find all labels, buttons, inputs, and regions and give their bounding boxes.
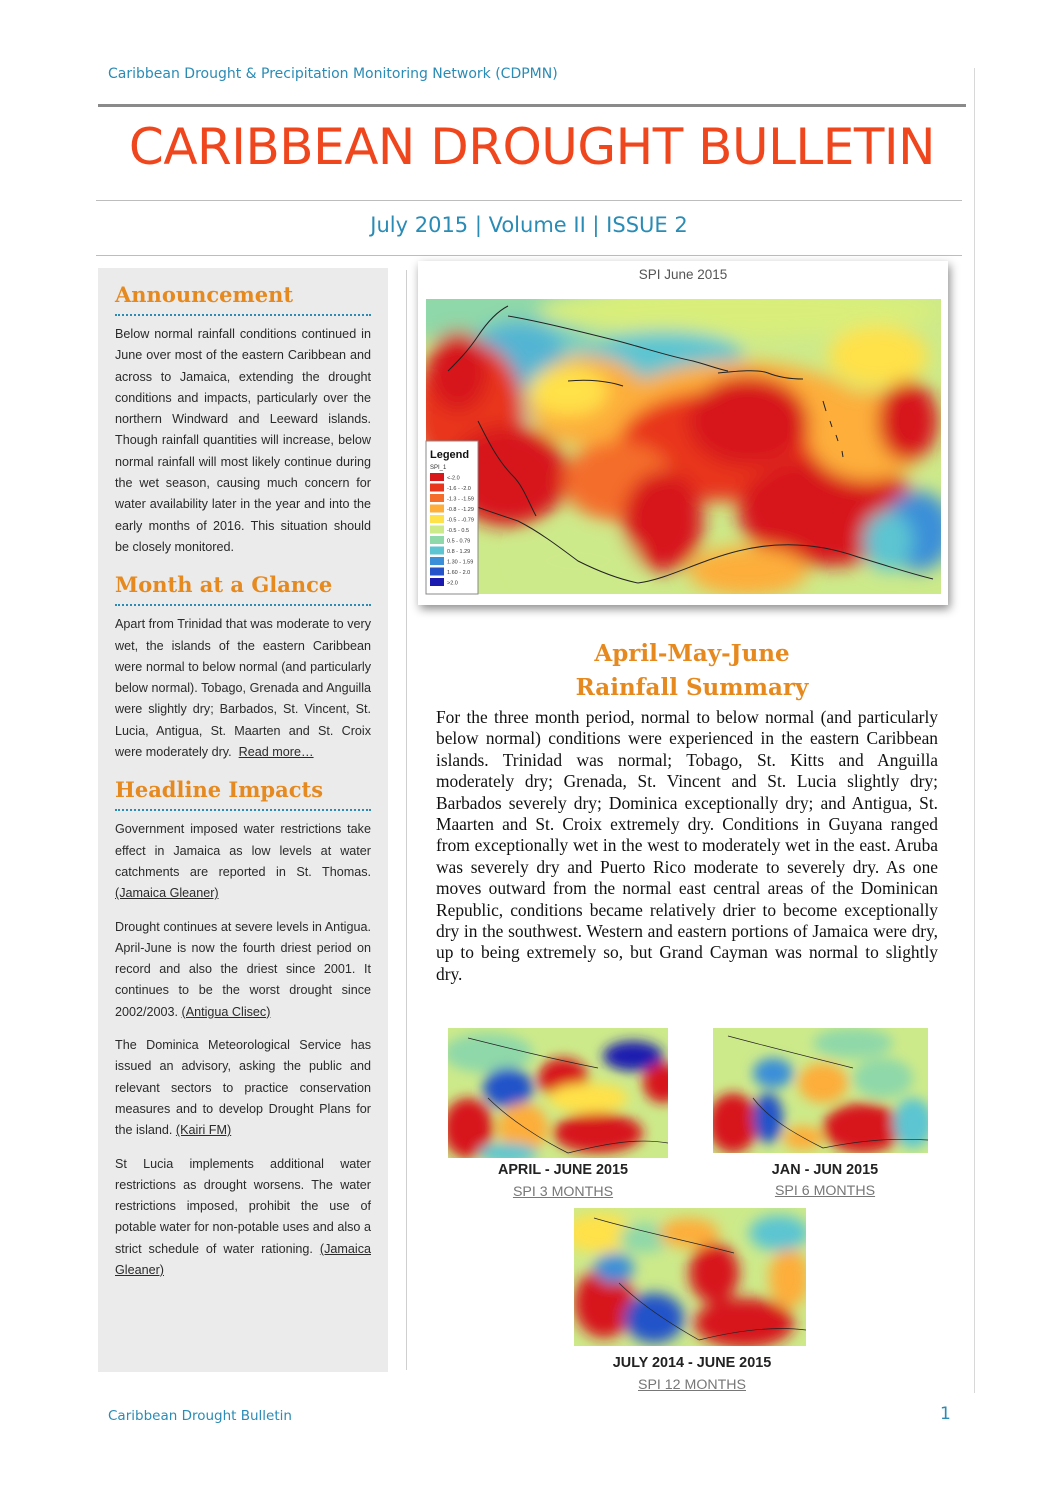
impact-source-link[interactable]: (Jamaica Gleaner) xyxy=(115,886,219,901)
legend-label: -1.6 - -2.0 xyxy=(447,486,471,492)
map-graphic xyxy=(418,261,948,605)
summary-title-line2: Rainfall Summary xyxy=(575,674,809,701)
legend-label: >2.0 xyxy=(447,580,458,587)
legend-swatch xyxy=(430,526,444,534)
thumbnail-caption: JULY 2014 - JUNE 2015 xyxy=(612,1355,772,1371)
thumbnail-link[interactable]: SPI 12 MONTHS xyxy=(637,1377,746,1393)
legend-label: -0.5 - -0.79 xyxy=(447,517,474,524)
column-divider xyxy=(406,270,407,1370)
announcement-heading: Announcement xyxy=(115,282,294,307)
legend-label: -0.8 - -1.29 xyxy=(447,507,474,513)
legend-label: 1.60 - 2.0 xyxy=(447,570,471,576)
spi-3-month-map xyxy=(448,1028,668,1158)
legend-label: -1.3 - -1.59 xyxy=(447,496,474,503)
impact-item xyxy=(115,917,371,1023)
header-rule xyxy=(98,104,966,107)
summary-title xyxy=(436,637,948,705)
legend-label: 1.30 - 1.59 xyxy=(447,559,474,566)
issue-rule xyxy=(96,255,962,256)
legend-field: SPI_1 xyxy=(430,465,447,471)
legend-swatch xyxy=(430,578,444,586)
announcement-text: Below normal rainfall conditions continued in June over most of the eastern Caribbean and across to Jamaica, extending the drought conditions and impacts, particularly over the northern Windward and Leeward islands. Though rainfall quantities will increase, below normal rainfall will most likely continue during the wet season, causing much concern for water availability later in the year and into the early months of 2016. This situation should be closely monitored. xyxy=(115,327,371,554)
legend-swatch xyxy=(430,484,444,492)
spi-6-month-map-graphic xyxy=(713,1028,928,1153)
map-legend xyxy=(426,441,478,594)
map-title: SPI June 2015 xyxy=(638,267,728,282)
summary-body: For the three month period, normal to below normal (and particularly below normal) conditions were experienced in the eastern Caribbean islands. Trinidad was normal; Tobago, St. Kitts and Anguilla moderately dry; Grenada, St. Vincent and St. Lucia slightly dry; Barbados severely dry; Dominica exceptionally dry; and Antigua, St. Maarten and St. Croix extremely dry. Conditions in Guyana ranged from exceptionally wet in the west to moderately wet in the east. Aruba was severely dry and Puerto Rico moderate to severely dry. As one moves outward from the normal east central areas of the Dominican Republic, conditions became relatively drier to become exceptionally dry in the southwest. Western and eastern portions of Jamaica were dry, up to being extremely so, but Grand Cayman was normal to slightly dry. xyxy=(436,707,938,984)
spi-12-month-map-graphic xyxy=(574,1208,806,1346)
month-glance-body: Apart from Trinidad that was moderate to very wet, the islands of the eastern Caribbean were normal to below normal (and particularly below normal). Tobago, Grenada and Anguilla were slightly dry; Barbados, St. Vincent, St. Lucia, Antigua, St. Maarten and St. Croix were moderately dry. xyxy=(115,617,371,760)
month-glance-text xyxy=(115,614,371,763)
legend-swatch xyxy=(430,547,444,555)
network-name: Caribbean Drought & Precipitation Monitoring Network (CDPMN) xyxy=(108,66,558,82)
dotted-divider xyxy=(115,604,371,606)
headline-impacts-heading: Headline Impacts xyxy=(115,777,324,803)
impact-item xyxy=(115,1154,371,1282)
spi-june-map xyxy=(418,261,948,605)
thumbnail-caption: APRIL - JUNE 2015 xyxy=(497,1162,629,1178)
thumbnail-link[interactable]: SPI 3 MONTHS xyxy=(512,1184,614,1200)
thumbnail-caption: JAN - JUN 2015 xyxy=(771,1162,879,1178)
legend-swatch xyxy=(430,515,444,523)
spi-12-month-map xyxy=(574,1208,806,1346)
summary-title-line1: April-May-June xyxy=(594,640,790,667)
dotted-divider xyxy=(115,809,371,811)
impact-text: Government imposed water restrictions take effect in Jamaica as low levels at water catchments are reported in St. Thomas. xyxy=(115,822,371,879)
legend-label: 0.5 - 0.79 xyxy=(447,538,471,545)
legend-swatch xyxy=(430,473,444,481)
legend-swatch xyxy=(430,494,444,502)
impact-item xyxy=(115,819,371,904)
impact-item xyxy=(115,1035,371,1141)
impact-source-link[interactable]: (Jamaica Gleaner) xyxy=(115,1241,371,1277)
title-rule xyxy=(96,200,962,201)
spi-6-month-map xyxy=(713,1028,928,1153)
issue-line: July 2015 | Volume II | ISSUE 2 xyxy=(370,213,688,237)
legend-swatch xyxy=(430,568,444,576)
legend-label: -0.5 - 0.5 xyxy=(447,528,470,534)
impact-text: Drought continues at severe levels in Antigua. April-June is now the fourth driest period on record and also the driest since 2001. It continues to be the worst drought since 2002/2003. xyxy=(115,919,371,1019)
legend-swatch xyxy=(430,536,444,544)
page-right-rule xyxy=(974,68,975,1393)
month-glance-heading: Month at a Glance xyxy=(115,572,333,598)
impact-source-link[interactable]: (Kairi FM) xyxy=(175,1123,232,1138)
sidebar xyxy=(98,268,388,1372)
page-number: 1 xyxy=(940,1404,951,1424)
dotted-divider xyxy=(115,314,371,316)
impact-source-link[interactable]: (Antigua Clisec) xyxy=(181,1004,271,1019)
legend-label: 0.8 - 1.29 xyxy=(447,549,471,555)
bulletin-title: CARIBBEAN DROUGHT BULLETIN xyxy=(128,118,936,176)
footer-title: Caribbean Drought Bulletin xyxy=(108,1408,292,1424)
legend-swatch xyxy=(430,557,444,565)
spi-3-month-map-graphic xyxy=(448,1028,668,1158)
legend-title: Legend xyxy=(430,449,470,461)
impact-text: The Dominica Meteorological Service has issued an advisory, asking the public and relevant sectors to practice conservation measures and to develop Drought Plans for the island. xyxy=(115,1038,371,1138)
thumbnail-link[interactable]: SPI 6 MONTHS xyxy=(774,1183,876,1199)
legend-swatch xyxy=(430,505,444,513)
read-more-link[interactable]: Read more… xyxy=(238,745,314,760)
legend-label: <-2.0 xyxy=(447,475,460,482)
impact-text: St Lucia implements additional water restrictions as drought worsens. The water restrictions imposed, prohibit the use of potable water for non-potable uses and also a strict schedule of water rationing. xyxy=(115,1156,371,1256)
